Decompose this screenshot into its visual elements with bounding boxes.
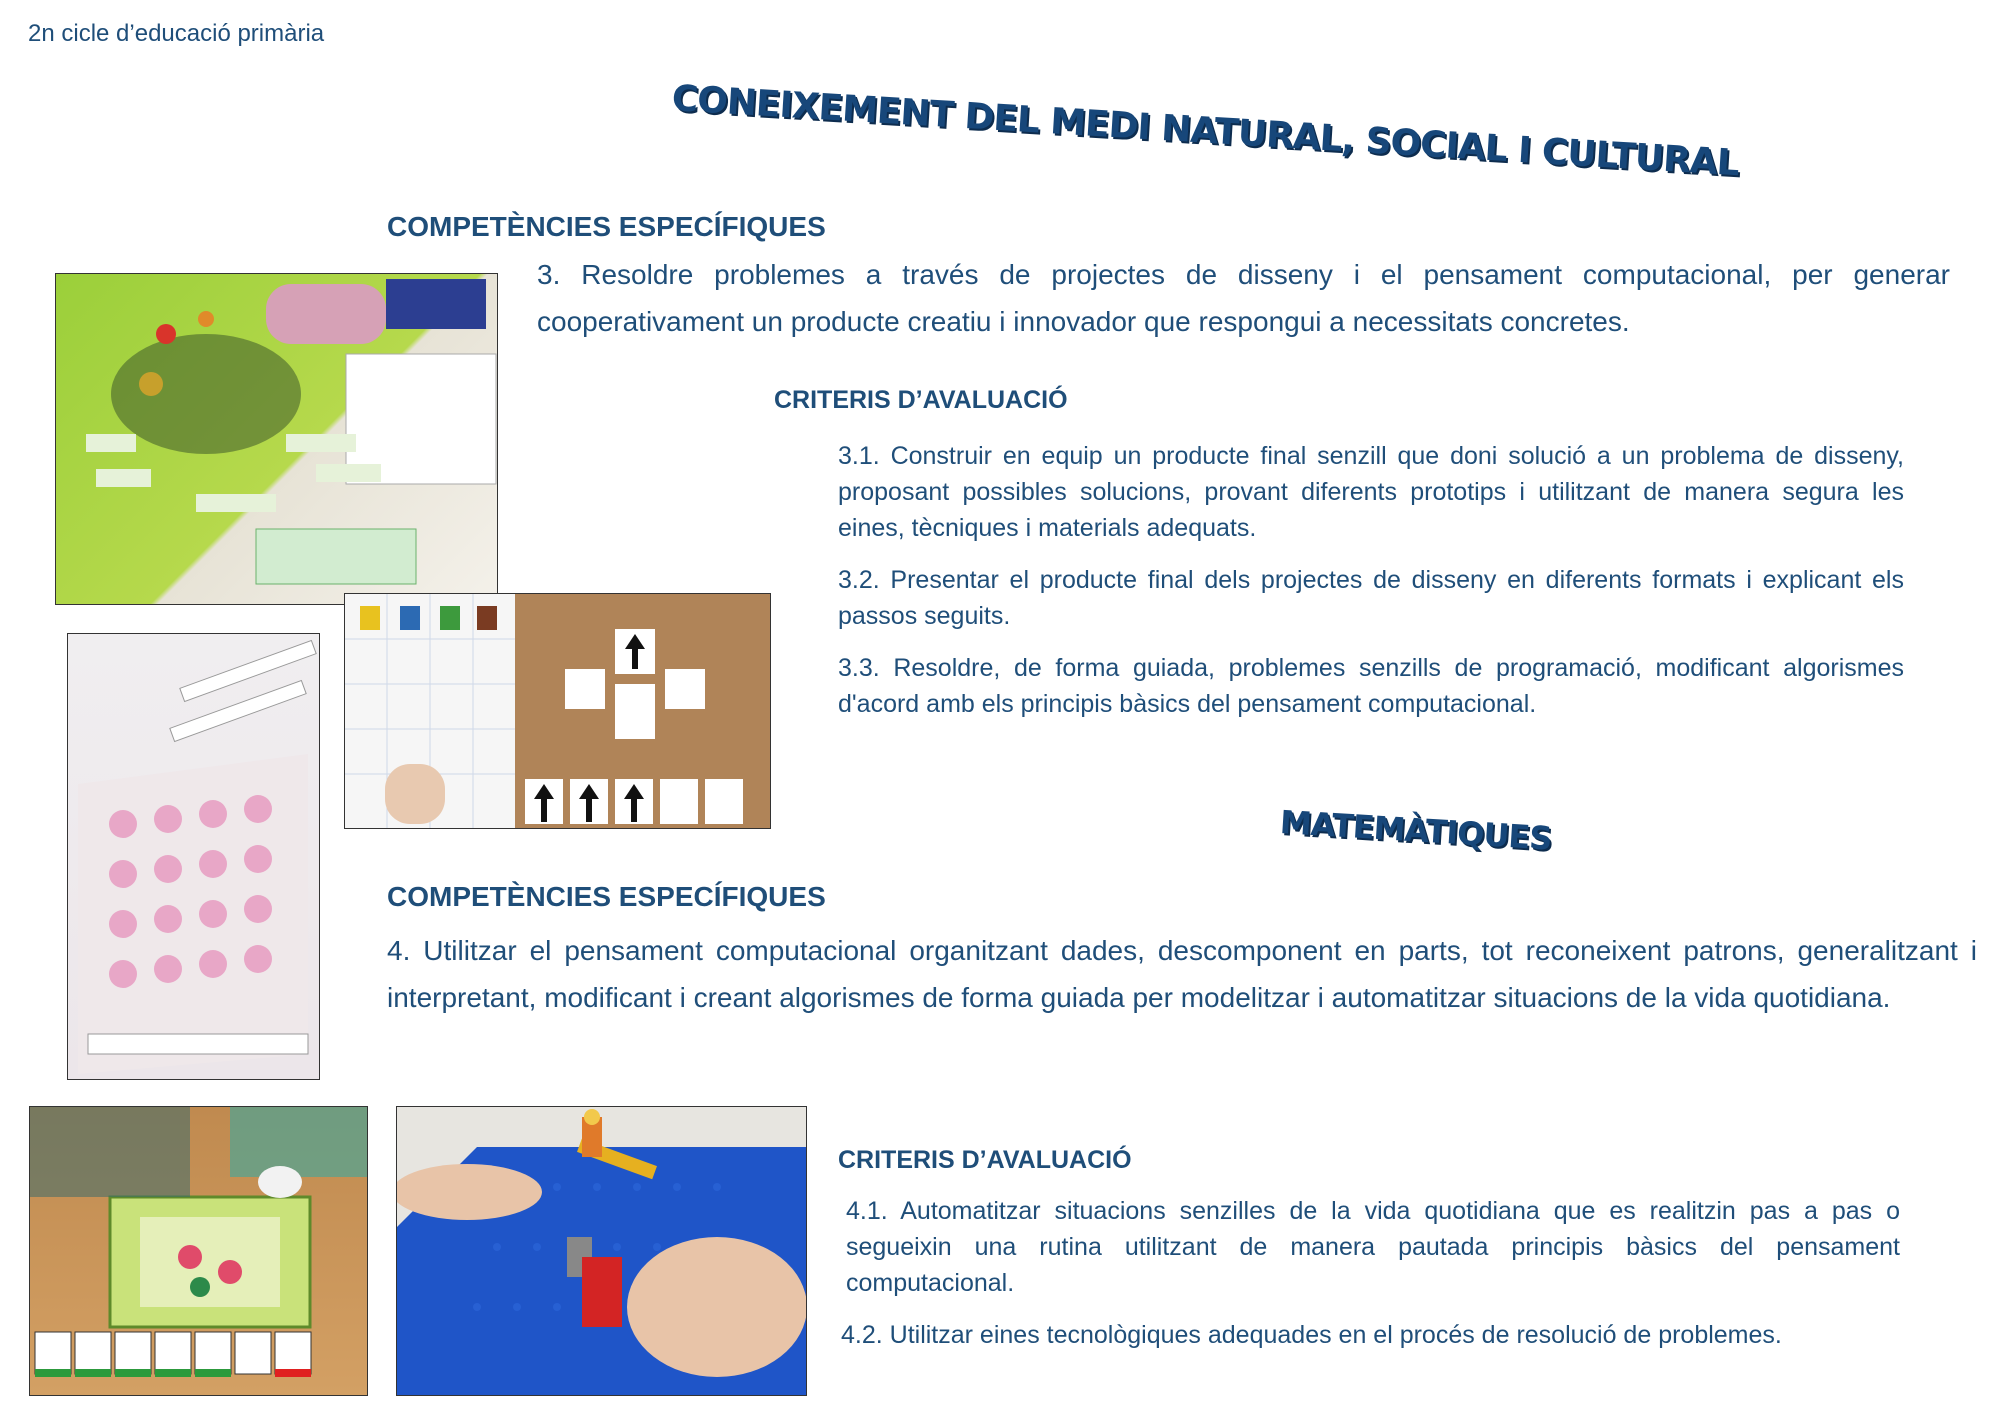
criteria-list-2	[846, 1193, 1900, 1317]
competency-3: 3. Resoldre problemes a través de projectes de disseny i el pensament computacional, per generar cooperativament un producte creatiu i innovador que respongui a necessitats concretes.	[537, 259, 1950, 337]
photo-classification-cards	[55, 273, 498, 605]
photo-arrow-grid	[344, 593, 771, 829]
section-banner-medi: CONEIXEMENT DEL MEDI NATURAL, SOCIAL I CULTURAL	[670, 78, 1740, 185]
criteria-list-2b	[841, 1317, 1900, 1369]
criteria-list-1	[838, 438, 1904, 738]
criterion-4-1: 4.1. Automatitzar situacions senzilles de la vida quotidiana que es realitzin pas a pas o segueixin una rutina utilitzant de manera pautada principis bàsics del pensament computacional.	[846, 1197, 1900, 1297]
criteria-heading-2: CRITERIS D’AVALUACIÓ	[838, 1146, 1132, 1174]
criterion-3-1: 3.1. Construir en equip un producte final senzill que doni solució a un problema de disseny, proposant possibles solucions, provant diferents prototips i utilitzant de manera segura les eines, tècniques i materials adequats.	[838, 442, 1904, 542]
competencies-heading-2: COMPETÈNCIES ESPECÍFIQUES	[387, 881, 826, 912]
page-header: 2n cicle d’educació primària	[28, 20, 325, 47]
criterion-3-2: 3.2. Presentar el producte final dels projectes de disseny en diferents formats i explicant els passos seguits.	[838, 566, 1904, 630]
competencies-heading-1: COMPETÈNCIES ESPECÍFIQUES	[387, 211, 826, 242]
photo-lego-seesaw	[396, 1106, 807, 1396]
criterion-3-3: 3.3. Resoldre, de forma guiada, problemes senzills de programació, modificant algorismes d'acord amb els principis bàsics del pensament computacional.	[838, 654, 1904, 718]
competency-4: 4. Utilitzar el pensament computacional organitzant dades, descomponent en parts, tot reconeixent patrons, generalitzant i interpretant, modificant i creant algorismes de forma guiada per modelitzar i automatitzar situacions de la vida quotidiana.	[387, 935, 1977, 1013]
section-banner-matematiques: MATEMÀTIQUES	[1278, 803, 1553, 858]
photo-egg-carton	[67, 633, 320, 1080]
criterion-4-2: 4.2. Utilitzar eines tecnològiques adequades en el procés de resolució de problemes.	[841, 1321, 1782, 1349]
criteria-heading-1: CRITERIS D’AVALUACIÓ	[774, 386, 1068, 414]
photo-robot-board	[29, 1106, 368, 1396]
